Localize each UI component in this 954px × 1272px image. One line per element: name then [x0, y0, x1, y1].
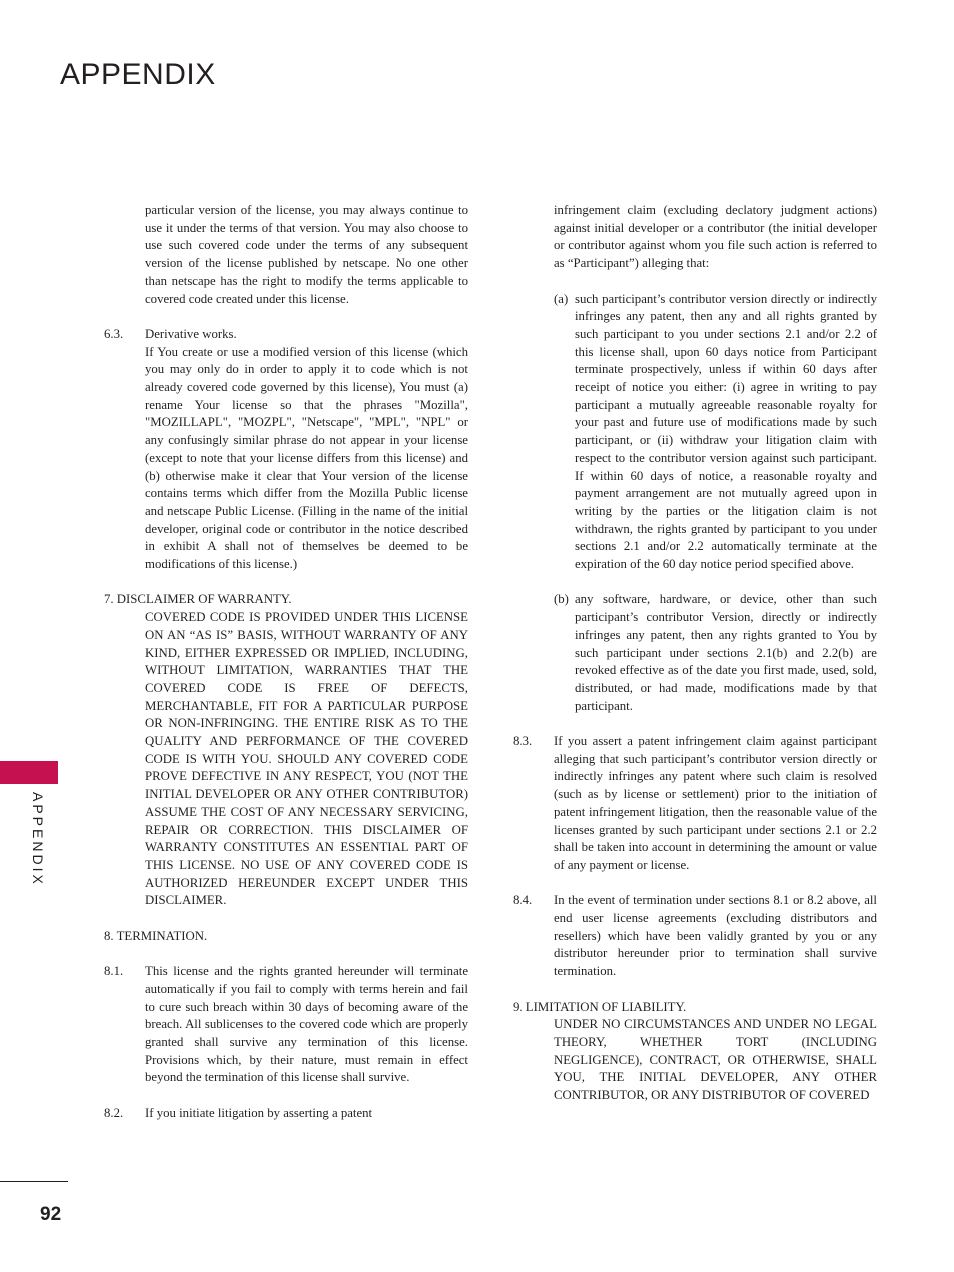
clause-marker: (a) [554, 291, 569, 306]
side-tab-accent [0, 761, 58, 784]
section-6-3 [104, 326, 468, 344]
section-number: 8.4. [513, 893, 533, 908]
clause-body: any software, hardware, or device, other than such participant’s contributor Version, directly or indirectly infringes any patent, then any rights granted to You by such participant under sections 2.1(b) and 2.2(b) are revoked effective as of the date you first made, used, sold, distributed, or had made, modifications made by that participant. [575, 592, 877, 713]
section-8-2 [104, 1105, 468, 1123]
section-8-1 [104, 963, 468, 1087]
section-8-3 [513, 733, 877, 875]
right-column [513, 202, 877, 1105]
section-heading: Derivative works. [145, 326, 237, 341]
section-body: If you assert a patent infringement claim against participant alleging that such participant’s contributor version directly or indirectly infringes any patent where such claim is resolved (such as by license or settlement) prior to the initiation of patent infringement litigation, then the reasonable value of the licenses granted by such participant under sections 2.1 or 2.2 shall be taken into account in determining the amount or value of any payment or license. [554, 734, 877, 872]
right-paragraph-continued: infringement claim (excluding declatory judgment actions) against initial developer or a contributor (the initial developer or contributor against whom you file such action is referred to as “Participant”) alleging that: [554, 203, 877, 271]
left-column [104, 202, 468, 1122]
side-tab-label: APPENDIX [30, 792, 46, 887]
page-title: APPENDIX [60, 58, 216, 91]
section-7-heading: 7. DISCLAIMER OF WARRANTY. [104, 592, 292, 607]
page-number: 92 [40, 1204, 62, 1225]
clause-a [554, 291, 877, 574]
section-body: In the event of termination under sections 8.1 or 8.2 above, all end user license agreements (excluding distributors and resellers) which have been validly granted by you or any distributor hereunder prior to termination shall survive termination. [554, 893, 877, 979]
clause-body: such participant’s contributor version directly or indirectly infringes any patent, then any and all rights granted by such participant to you under sections 2.1 and/or 2.2 of this license shall, upon 60 days notice from Participant terminate prospectively, unless if within 60 days after receipt of notice you either: (i) agree in writing to pay participant a mutually agreeable reasonable royalty for your past and future use of modifications made by such participant, or (ii) withdraw your litigation claim with respect to the contributor version against such participant. If within 60 days of notice, a reasonable royalty and payment arrangement are not mutually agreed upon in writing by the parties or the litigation claim is not withdrawn, the rights granted by participant to you under sections 2.1 and/or 2.2 automatically terminate at the expiration of the 60 day notice period specified above. [575, 291, 877, 572]
section-8-heading: 8. TERMINATION. [104, 928, 208, 943]
section-number: 8.2. [104, 1105, 124, 1120]
section-number: 8.1. [104, 964, 124, 979]
section-body: If you initiate litigation by asserting a patent [145, 1105, 373, 1120]
section-body: This license and the rights granted hereunder will terminate automatically if you fail to comply with terms herein and fail to cure such breach within 30 days of becoming aware of the breach. All sublicenses to the covered code which are properly granted shall survive any termination of this license. Provisions which, by their nature, must remain in effect beyond the termination of this license shall survive. [145, 964, 468, 1085]
footer-rule [0, 1181, 68, 1182]
clause-b [554, 591, 877, 715]
left-paragraph-continued: particular version of the license, you may always continue to use it under the terms of that version. You may also choose to use such covered code under the terms of any subsequent version of the license published by netscape. No one other than netscape has the right to modify the terms applicable to covered code created under this license. [145, 203, 468, 306]
section-9-heading: 9. LIMITATION OF LIABILITY. [513, 999, 687, 1014]
clause-marker: (b) [554, 592, 569, 607]
section-6-3-body: If You create or use a modified version of this license (which you may only do in order to apply it to code which is not already covered code governed by this license), You must (a) rename Your license so that the phrases "Mozilla", "MOZILLAPL", "MOZPL", "Netscape", "MPL", "NPL" or any confusingly similar phrase do not appear in your license (except to note that your license differs from this license) and (b) otherwise make it clear that Your version of the license contains terms which differ from the Mozilla Public license and netscape Public License. (Filling in the name of the initial developer, original code or contributor in the notice described in exhibit A shall not of themselves be deemed to be modifications of this license.) [145, 344, 468, 572]
section-number: 6.3. [104, 326, 124, 341]
section-7-body: COVERED CODE IS PROVIDED UNDER THIS LICENSE ON AN “AS IS” BASIS, WITHOUT WARRANTY OF ANY KIND, EITHER EXPRESSED OR IMPLIED, INCLUDING, WITHOUT LIMITATION, WARRANTIES THAT THE COVERED CODE IS FREE OF DEFECTS, MERCHANTABLE, FIT FOR A PARTICULAR PURPOSE OR NON-INFRINGING. THE ENTIRE RISK AS TO THE QUALITY AND PERFORMANCE OF THE COVERED CODE IS WITH YOU. SHOULD ANY COVERED CODE PROVE DEFECTIVE IN ANY RESPECT, YOU (NOT THE INITIAL DEVELOPER OR ANY OTHER CONTRIBUTOR) ASSUME THE COST OF ANY NECESSARY SERVICING, REPAIR OR CORRECTION. THIS DISCLAIMER OF WARRANTY CONSTITUTES AN ESSENTIAL PART OF THIS LICENSE. NO USE OF ANY COVERED CODE IS AUTHORIZED HEREUNDER EXCEPT UNDER THIS DISCLAIMER. [145, 610, 468, 908]
section-8-4 [513, 892, 877, 981]
section-9-body: UNDER NO CIRCUMSTANCES AND UNDER NO LEGAL THEORY, WHETHER TORT (INCLUDING NEGLIGENCE), CONTRACT, OR OTHERWISE, SHALL YOU, THE INITIAL DEVELOPER, ANY OTHER CONTRIBUTOR, OR ANY DISTRIBUTOR OF COVERED [554, 1017, 877, 1103]
section-number: 8.3. [513, 734, 533, 749]
